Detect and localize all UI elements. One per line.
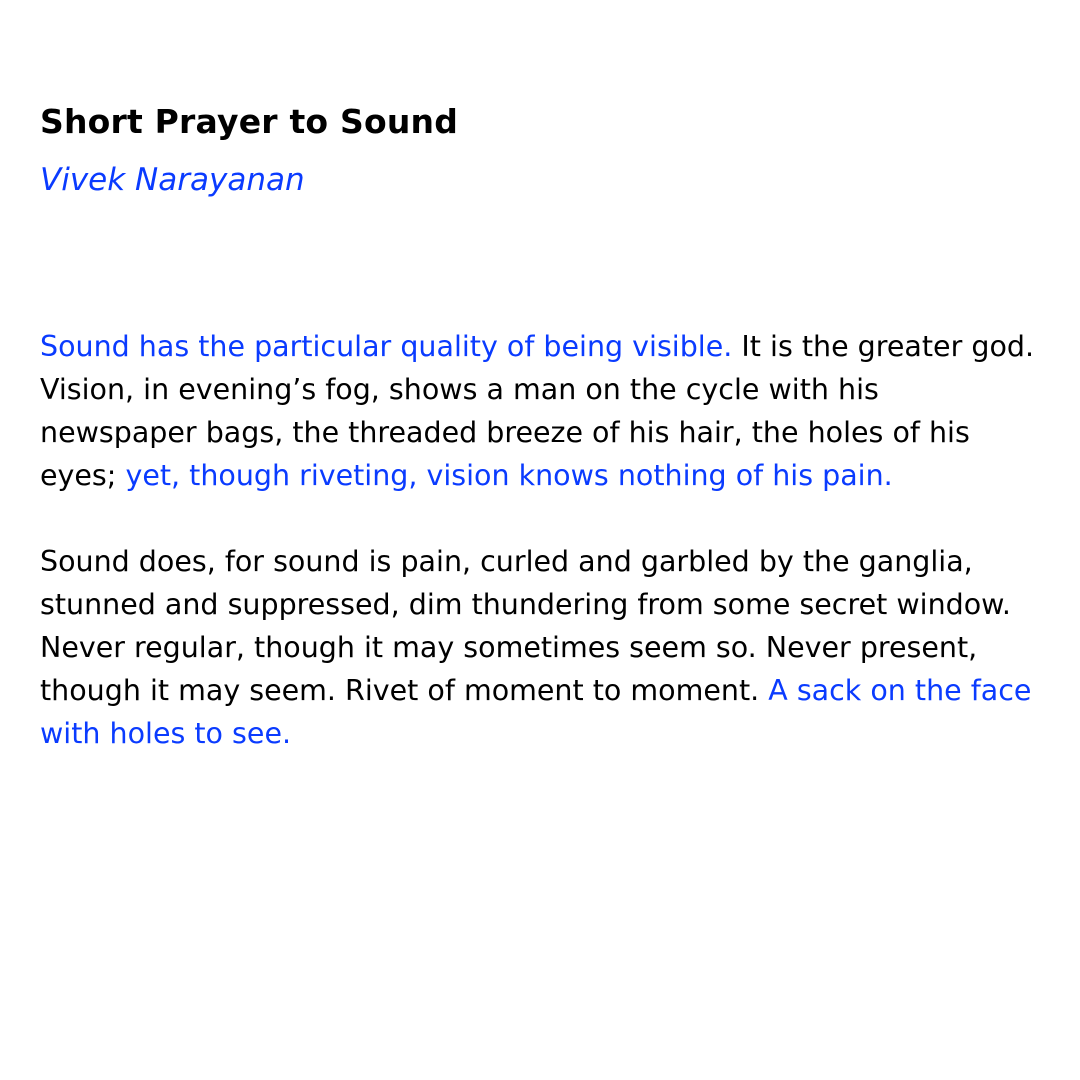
stanza-1-text: It is the greater god. Vision, in evening’s fog, shows a man on the cycle with his newspaper bags, the threaded breeze of his hair, the holes of his eyes;: [40, 330, 1035, 492]
poem-body: [40, 325, 1040, 755]
stanza-1: [40, 325, 1040, 497]
stanza-2: [40, 540, 1040, 755]
stanza-2-text: Sound does, for sound is pain, curled and garbled by the ganglia, stunned and suppressed, dim thundering from some secret window. Never regular, though it may sometimes seem so. Never present, though it may seem. Rivet of moment to moment.: [40, 545, 1011, 707]
poem-title: Short Prayer to Sound: [40, 102, 459, 141]
stanza-1-highlight-end: yet, though riveting, vision knows nothing of his pain.: [125, 459, 893, 492]
stanza-1-highlight-start: Sound has the particular quality of being visible.: [40, 330, 733, 363]
stanza-2-highlight-end: A sack on the face with holes to see.: [40, 674, 1032, 750]
poem-author: Vivek Narayanan: [40, 162, 305, 198]
